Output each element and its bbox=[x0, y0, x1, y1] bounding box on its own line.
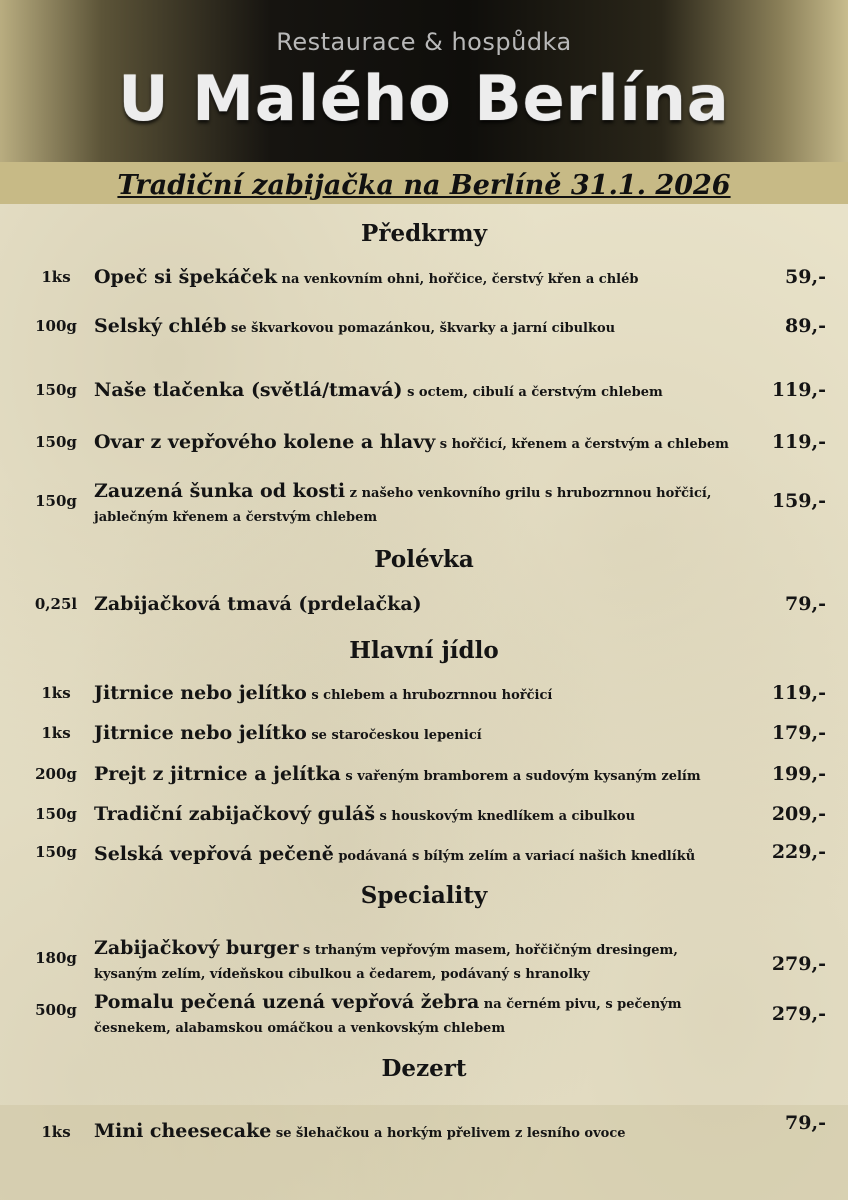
item-description bbox=[94, 682, 744, 707]
item-note: se šlehačkou a horkým přelivem z lesního ovoce bbox=[271, 1126, 626, 1141]
item-price: 89,- bbox=[785, 315, 826, 337]
item-note: s vařeným bramborem a sudovým kysaným zelím bbox=[340, 769, 701, 784]
section-polevka: Polévka bbox=[374, 546, 474, 573]
item-description bbox=[94, 1120, 744, 1145]
item-name: Selská vepřová pečeně bbox=[94, 843, 334, 865]
item-quantity: 150g bbox=[35, 843, 77, 861]
item-note: podávaná s bílým zelím a variací našich knedlíků bbox=[333, 849, 696, 864]
item-description bbox=[94, 722, 744, 747]
item-price: 279,- bbox=[771, 953, 826, 975]
header-banner bbox=[0, 0, 848, 162]
item-description bbox=[94, 379, 744, 404]
item-description bbox=[94, 593, 744, 618]
item-price: 229,- bbox=[771, 841, 826, 863]
item-quantity: 150g bbox=[35, 381, 77, 399]
item-price: 79,- bbox=[785, 1112, 826, 1134]
item-quantity: 1ks bbox=[41, 1123, 71, 1141]
item-quantity: 1ks bbox=[41, 684, 71, 702]
item-price: 119,- bbox=[771, 682, 826, 704]
item-note: na venkovním ohni, hořčice, čerstvý křen a chléb bbox=[277, 272, 639, 287]
item-quantity: 150g bbox=[35, 805, 77, 823]
event-title: Tradiční zabijačka na Berlíně 31.1. 2026 bbox=[117, 170, 731, 201]
item-description bbox=[94, 843, 754, 868]
item-name: Tradiční zabijačkový guláš bbox=[94, 803, 376, 825]
item-name: Naše tlačenka (světlá/tmavá) bbox=[94, 379, 403, 401]
item-description bbox=[94, 266, 744, 291]
item-price: 119,- bbox=[771, 431, 826, 453]
item-name: Zabijačkový burger bbox=[94, 937, 299, 959]
item-name: Jitrnice nebo jelítko bbox=[94, 722, 307, 744]
item-note: z našeho venkovního grilu s hrubozrnnou hořčicí, jablečným křenem a čerstvým chlebem bbox=[94, 486, 712, 525]
item-note: se staročeskou lepenicí bbox=[306, 728, 482, 743]
item-note: s octem, cibulí a čerstvým chlebem bbox=[402, 385, 663, 400]
item-price: 199,- bbox=[771, 763, 826, 785]
item-description bbox=[94, 315, 744, 340]
item-price: 119,- bbox=[771, 379, 826, 401]
item-name: Opeč si špekáček bbox=[94, 266, 278, 288]
item-quantity: 100g bbox=[35, 317, 77, 335]
item-quantity: 0,25l bbox=[34, 595, 78, 613]
item-quantity: 1ks bbox=[41, 268, 71, 286]
item-name: Pomalu pečená uzená vepřová žebra bbox=[94, 991, 480, 1013]
item-description bbox=[94, 763, 754, 788]
item-note: s hořčicí, křenem a čerstvým a chlebem bbox=[435, 437, 729, 452]
item-description bbox=[94, 991, 734, 1040]
item-price: 79,- bbox=[785, 593, 826, 615]
item-price: 209,- bbox=[771, 803, 826, 825]
item-note: s trhaným vepřovým masem, hořčičným dresingem, kysaným zelím, vídeňskou cibulkou a čedarem, podávaný s hranolky bbox=[94, 943, 678, 982]
item-note: na černém pivu, s pečeným česnekem, alabamskou omáčkou a venkovským chlebem bbox=[94, 997, 682, 1036]
item-quantity: 500g bbox=[35, 1001, 77, 1019]
restaurant-name: U Malého Berlína bbox=[118, 62, 730, 135]
item-name: Prejt z jitrnice a jelítka bbox=[94, 763, 341, 785]
item-name: Ovar z vepřového kolene a hlavy bbox=[94, 431, 436, 453]
item-description bbox=[94, 480, 734, 529]
item-description bbox=[94, 431, 764, 456]
item-quantity: 180g bbox=[35, 949, 77, 967]
item-description bbox=[94, 803, 744, 828]
item-price: 279,- bbox=[771, 1003, 826, 1025]
item-price: 159,- bbox=[771, 490, 826, 512]
item-note: se škvarkovou pomazánkou, škvarky a jarní cibulkou bbox=[226, 321, 616, 336]
item-quantity: 200g bbox=[35, 765, 77, 783]
item-name: Zabijačková tmavá (prdelačka) bbox=[94, 593, 422, 615]
section-predkrmy: Předkrmy bbox=[361, 220, 487, 247]
item-name: Jitrnice nebo jelítko bbox=[94, 682, 307, 704]
item-quantity: 150g bbox=[35, 492, 77, 510]
restaurant-subtitle: Restaurace & hospůdka bbox=[276, 28, 572, 56]
section-hlavni-jidlo: Hlavní jídlo bbox=[349, 637, 499, 664]
item-quantity: 1ks bbox=[41, 724, 71, 742]
section-speciality: Speciality bbox=[360, 882, 488, 909]
item-name: Selský chléb bbox=[94, 315, 227, 337]
item-description bbox=[94, 937, 734, 986]
item-name: Zauzená šunka od kosti bbox=[94, 480, 346, 502]
item-price: 59,- bbox=[785, 266, 826, 288]
item-quantity: 150g bbox=[35, 433, 77, 451]
item-note: s chlebem a hrubozrnnou hořčicí bbox=[306, 688, 553, 703]
item-name: Mini cheesecake bbox=[94, 1120, 272, 1142]
item-note: s houskovým knedlíkem a cibulkou bbox=[375, 809, 636, 824]
section-dezert: Dezert bbox=[381, 1055, 467, 1082]
item-price: 179,- bbox=[771, 722, 826, 744]
